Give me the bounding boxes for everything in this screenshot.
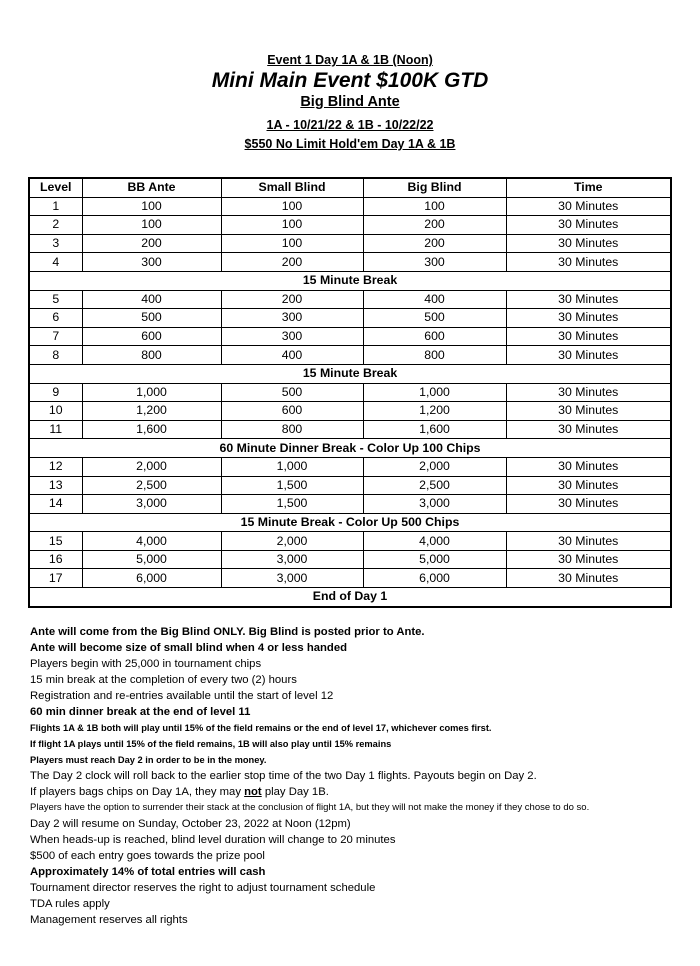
- page-title: Mini Main Event $100K GTD: [211, 69, 489, 92]
- cell-bb-ante: 1,000: [82, 383, 221, 402]
- cell-small-blind: 100: [221, 234, 363, 253]
- note-line: 15 min break at the completion of every two (2) hours: [30, 674, 297, 686]
- cell-small-blind: 3,000: [221, 550, 363, 569]
- note-line: [30, 784, 680, 800]
- cell-level: 10: [29, 402, 82, 421]
- cell-big-blind: 1,000: [363, 383, 506, 402]
- cell-big-blind: 800: [363, 346, 506, 365]
- break-label: 15 Minute Break: [29, 271, 671, 290]
- note-line: Tournament director reserves the right to adjust tournament schedule: [30, 882, 376, 894]
- table-row: [29, 420, 671, 439]
- cell-small-blind: 100: [221, 197, 363, 216]
- structure-subtitle: Big Blind Ante: [300, 94, 400, 110]
- cell-level: 11: [29, 420, 82, 439]
- cell-bb-ante: 400: [82, 290, 221, 309]
- cell-bb-ante: 500: [82, 309, 221, 328]
- cell-level: 9: [29, 383, 82, 402]
- cell-small-blind: 200: [221, 290, 363, 309]
- cell-time: 30 Minutes: [506, 346, 671, 365]
- cell-level: 16: [29, 550, 82, 569]
- cell-small-blind: 200: [221, 253, 363, 272]
- cell-small-blind: 1,000: [221, 457, 363, 476]
- note-line: Players begin with 25,000 in tournament chips: [30, 658, 262, 670]
- table-row: [29, 550, 671, 569]
- table-row: [29, 216, 671, 235]
- cell-level: 12: [29, 457, 82, 476]
- cell-big-blind: 500: [363, 309, 506, 328]
- break-label: 15 Minute Break - Color Up 500 Chips: [29, 513, 671, 532]
- note-line: Players must reach Day 2 in order to be in the money.: [30, 755, 267, 765]
- table-header-row: [29, 178, 671, 197]
- note-line: Day 2 will resume on Sunday, October 23, 2022 at Noon (12pm): [30, 818, 351, 830]
- note-line: Ante will come from the Big Blind ONLY. Big Blind is posted prior to Ante.: [30, 626, 425, 638]
- cell-small-blind: 600: [221, 402, 363, 421]
- cell-big-blind: 2,000: [363, 457, 506, 476]
- cell-bb-ante: 600: [82, 327, 221, 346]
- table-row: [29, 197, 671, 216]
- cell-bb-ante: 1,600: [82, 420, 221, 439]
- cell-bb-ante: 800: [82, 346, 221, 365]
- note-line: Ante will become size of small blind when 4 or less handed: [30, 642, 348, 654]
- cell-big-blind: 5,000: [363, 550, 506, 569]
- table-row: [29, 290, 671, 309]
- note-text: play Day 1B.: [261, 786, 329, 798]
- table-row: [29, 327, 671, 346]
- note-line: 60 min dinner break at the end of level 11: [30, 706, 251, 718]
- cell-bb-ante: 1,200: [82, 402, 221, 421]
- column-header-big-blind: Big Blind: [363, 178, 506, 197]
- cell-level: 8: [29, 346, 82, 365]
- note-line: $500 of each entry goes towards the prize pool: [30, 850, 265, 862]
- cell-small-blind: 300: [221, 327, 363, 346]
- cell-time: 30 Minutes: [506, 457, 671, 476]
- cell-big-blind: 400: [363, 290, 506, 309]
- cell-time: 30 Minutes: [506, 197, 671, 216]
- cell-small-blind: 2,000: [221, 532, 363, 551]
- cell-bb-ante: 200: [82, 234, 221, 253]
- table-body: [29, 197, 671, 607]
- cell-big-blind: 2,500: [363, 476, 506, 495]
- column-header-time: Time: [506, 178, 671, 197]
- cell-big-blind: 200: [363, 234, 506, 253]
- cell-bb-ante: 100: [82, 197, 221, 216]
- note-line: Players have the option to surrender their stack at the conclusion of flight 1A, but they will not make the money if they chose to do so.: [30, 802, 590, 813]
- cell-small-blind: 1,500: [221, 476, 363, 495]
- cell-time: 30 Minutes: [506, 253, 671, 272]
- cell-level: 1: [29, 197, 82, 216]
- cell-bb-ante: 3,000: [82, 495, 221, 514]
- note-line: Management reserves all rights: [30, 914, 188, 926]
- cell-bb-ante: 6,000: [82, 569, 221, 588]
- cell-time: 30 Minutes: [506, 476, 671, 495]
- table-row: [29, 476, 671, 495]
- cell-time: 30 Minutes: [506, 495, 671, 514]
- table-row: [29, 346, 671, 365]
- table-row: [29, 457, 671, 476]
- cell-level: 15: [29, 532, 82, 551]
- cell-time: 30 Minutes: [506, 402, 671, 421]
- break-label: 60 Minute Dinner Break - Color Up 100 Chips: [29, 439, 671, 458]
- cell-time: 30 Minutes: [506, 420, 671, 439]
- column-header-bb-ante: BB Ante: [82, 178, 221, 197]
- cell-time: 30 Minutes: [506, 532, 671, 551]
- cell-bb-ante: 2,500: [82, 476, 221, 495]
- break-row: [29, 513, 671, 532]
- table-row: [29, 532, 671, 551]
- cell-small-blind: 100: [221, 216, 363, 235]
- cell-time: 30 Minutes: [506, 234, 671, 253]
- cell-big-blind: 200: [363, 216, 506, 235]
- cell-big-blind: 6,000: [363, 569, 506, 588]
- note-line: TDA rules apply: [30, 898, 110, 910]
- cell-level: 2: [29, 216, 82, 235]
- cell-small-blind: 500: [221, 383, 363, 402]
- table-row: [29, 569, 671, 588]
- cell-level: 13: [29, 476, 82, 495]
- cell-time: 30 Minutes: [506, 216, 671, 235]
- note-line: Approximately 14% of total entries will cash: [30, 866, 266, 878]
- note-line: If flight 1A plays until 15% of the field remains, 1B will also play until 15% remains: [30, 739, 392, 749]
- table-row: [29, 253, 671, 272]
- cell-small-blind: 300: [221, 309, 363, 328]
- cell-bb-ante: 300: [82, 253, 221, 272]
- note-line: Registration and re-entries available until the start of level 12: [30, 690, 334, 702]
- cell-big-blind: 600: [363, 327, 506, 346]
- event-line: Event 1 Day 1A & 1B (Noon): [267, 53, 433, 67]
- table-row: [29, 234, 671, 253]
- table-row: [29, 383, 671, 402]
- table-row: [29, 495, 671, 514]
- cell-small-blind: 3,000: [221, 569, 363, 588]
- break-row: [29, 588, 671, 607]
- note-line: The Day 2 clock will roll back to the earlier stop time of the two Day 1 flights. Payouts begin on Day 2.: [30, 770, 537, 782]
- cell-bb-ante: 2,000: [82, 457, 221, 476]
- break-row: [29, 271, 671, 290]
- cell-time: 30 Minutes: [506, 550, 671, 569]
- note-line: When heads-up is reached, blind level duration will change to 20 minutes: [30, 834, 396, 846]
- cell-level: 5: [29, 290, 82, 309]
- cell-time: 30 Minutes: [506, 309, 671, 328]
- cell-big-blind: 4,000: [363, 532, 506, 551]
- cell-big-blind: 1,600: [363, 420, 506, 439]
- tournament-notes: [30, 624, 680, 928]
- cell-level: 4: [29, 253, 82, 272]
- cell-level: 17: [29, 569, 82, 588]
- cell-level: 14: [29, 495, 82, 514]
- event-dates: 1A - 10/21/22 & 1B - 10/22/22: [266, 118, 434, 132]
- cell-time: 30 Minutes: [506, 327, 671, 346]
- cell-small-blind: 800: [221, 420, 363, 439]
- note-emphasis: not: [244, 786, 262, 798]
- break-label: End of Day 1: [29, 588, 671, 607]
- column-header-level: Level: [29, 178, 82, 197]
- table-row: [29, 402, 671, 421]
- cell-time: 30 Minutes: [506, 383, 671, 402]
- note-text: If players bags chips on Day 1A, they may: [30, 786, 245, 798]
- cell-level: 3: [29, 234, 82, 253]
- blind-structure-table: [28, 177, 672, 608]
- break-row: [29, 439, 671, 458]
- cell-bb-ante: 5,000: [82, 550, 221, 569]
- cell-bb-ante: 4,000: [82, 532, 221, 551]
- cell-bb-ante: 100: [82, 216, 221, 235]
- cell-big-blind: 300: [363, 253, 506, 272]
- cell-big-blind: 3,000: [363, 495, 506, 514]
- break-row: [29, 364, 671, 383]
- break-label: 15 Minute Break: [29, 364, 671, 383]
- cell-big-blind: 100: [363, 197, 506, 216]
- game-description: $550 No Limit Hold'em Day 1A & 1B: [244, 137, 456, 151]
- note-line: Flights 1A & 1B both will play until 15% of the field remains or the end of level 17, whichever comes first.: [30, 723, 492, 733]
- cell-level: 6: [29, 309, 82, 328]
- cell-small-blind: 1,500: [221, 495, 363, 514]
- cell-small-blind: 400: [221, 346, 363, 365]
- cell-big-blind: 1,200: [363, 402, 506, 421]
- cell-time: 30 Minutes: [506, 290, 671, 309]
- document-header: [0, 52, 700, 154]
- cell-time: 30 Minutes: [506, 569, 671, 588]
- column-header-small-blind: Small Blind: [221, 178, 363, 197]
- table-row: [29, 309, 671, 328]
- cell-level: 7: [29, 327, 82, 346]
